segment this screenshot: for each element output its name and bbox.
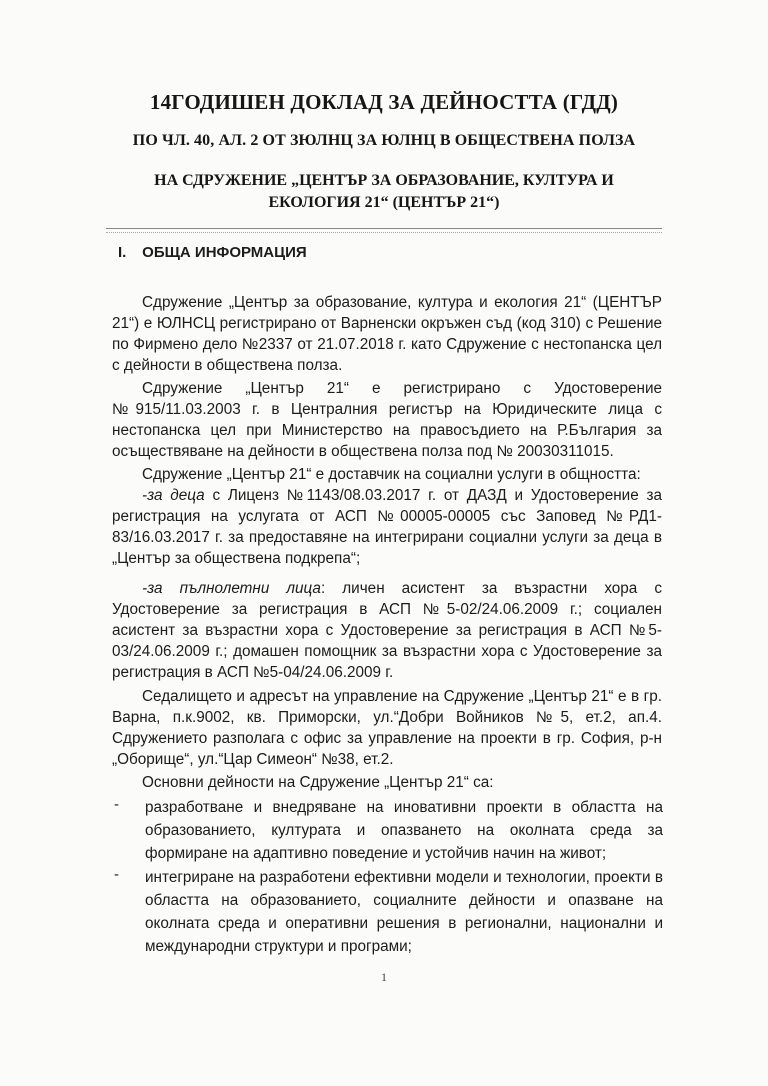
adults-label: -за пълнолетни лица: [142, 580, 321, 597]
bullet-marker: -: [114, 796, 119, 813]
paragraph-activities-intro: Основни дейности на Сдружение „Център 21“ са:: [142, 774, 494, 791]
paragraph-registration-ministry: Сдружение „Център 21“ е регистрирано с Удостоверение №915/11.03.2003 г. в Централния регистър на Юридическите лица с нестопанска цел при Министерство на правосъдието на Р.България за осъществяване на дейности в обществена полза под № 20030311015.: [112, 380, 662, 460]
paragraph-address: Седалището и адресът на управление на Сдружение „Център 21“ е в гр. Варна, п.к.9002, кв. Приморски, ул.“Добри Войников №5, ет.2, ап.4. Сдружението разполага с офис за управление на проекти в гр. София, р-н „Оборище“, ул.“Цар Симеон“ №38, ет.2.: [112, 688, 662, 768]
children-label: -за деца: [142, 487, 205, 504]
section-number: I.: [118, 244, 127, 261]
list-item: интегриране на разработени ефективни модели и технологии, проекти в областта на образованието, социалните дейности и опазване на околната среда и оперативни решения в регионални, национални и международни структури и програми;: [145, 869, 663, 955]
section-heading: [118, 244, 307, 261]
title-divider: [106, 228, 662, 229]
organization-title-line2: ЕКОЛОГИЯ 21“ (ЦЕНТЪР 21“): [268, 194, 500, 211]
report-subtitle: ПО ЧЛ. 40, АЛ. 2 ОТ ЗЮЛНЦ ЗА ЮЛНЦ В ОБЩЕСТВЕНА ПОЛЗА: [132, 132, 636, 149]
bullet-marker: -: [114, 866, 119, 883]
paragraph-registration-court: Сдружение „Център за образование, култура и екология 21“ (ЦЕНТЪР 21“) е ЮЛНСЦ регистрирано от Варненски окръжен съд (код 310) с Решение по Фирмено дело №2337 от 21.07.2018 г. като Сдружение с нестопанска цел с дейности в обществена полза.: [112, 294, 662, 374]
list-item: разработване и внедряване на иновативни проекти в областта на образованието, културата и опазването на околната среда за формиране на адаптивно поведение и устойчив начин на живот;: [145, 799, 663, 862]
paragraph-social-services: Сдружение „Център 21“ е доставчик на социални услуги в общността:: [142, 466, 641, 483]
paragraph-children-services: -за деца с Лиценз №1143/08.03.2017 г. от ДАЗД и Удостоверение за регистрация на услугата от АСП №00005-00005 със Заповед №РД1-83/16.03.2017 г. за предоставяне на интегрирани социални услуги за деца в „Център за обществена подкрепа“;: [112, 487, 662, 567]
paragraph-adult-services: -за пълнолетни лица: личен асистент за възрастни хора с Удостоверение за регистрация в АСП №5-02/24.06.2009 г.; социален асистент за възрастни хора с Удостоверение за регистрация в АСП №5-03/24.06.2009 г.; домашен помощник за възрастни хора с Удостоверение за регистрация в АСП №5-04/24.06.2009 г.: [112, 580, 662, 681]
organization-title: [0, 170, 768, 214]
organization-title-line1: НА СДРУЖЕНИЕ „ЦЕНТЪР ЗА ОБРАЗОВАНИЕ, КУЛТУРА И: [154, 172, 614, 189]
title-divider-dotted: [106, 232, 662, 233]
section-title: ОБЩА ИНФОРМАЦИЯ: [142, 244, 307, 261]
page-number: 1: [381, 970, 387, 984]
report-title: 14ГОДИШЕН ДОКЛАД ЗА ДЕЙНОСТТА (ГДД): [149, 90, 619, 114]
